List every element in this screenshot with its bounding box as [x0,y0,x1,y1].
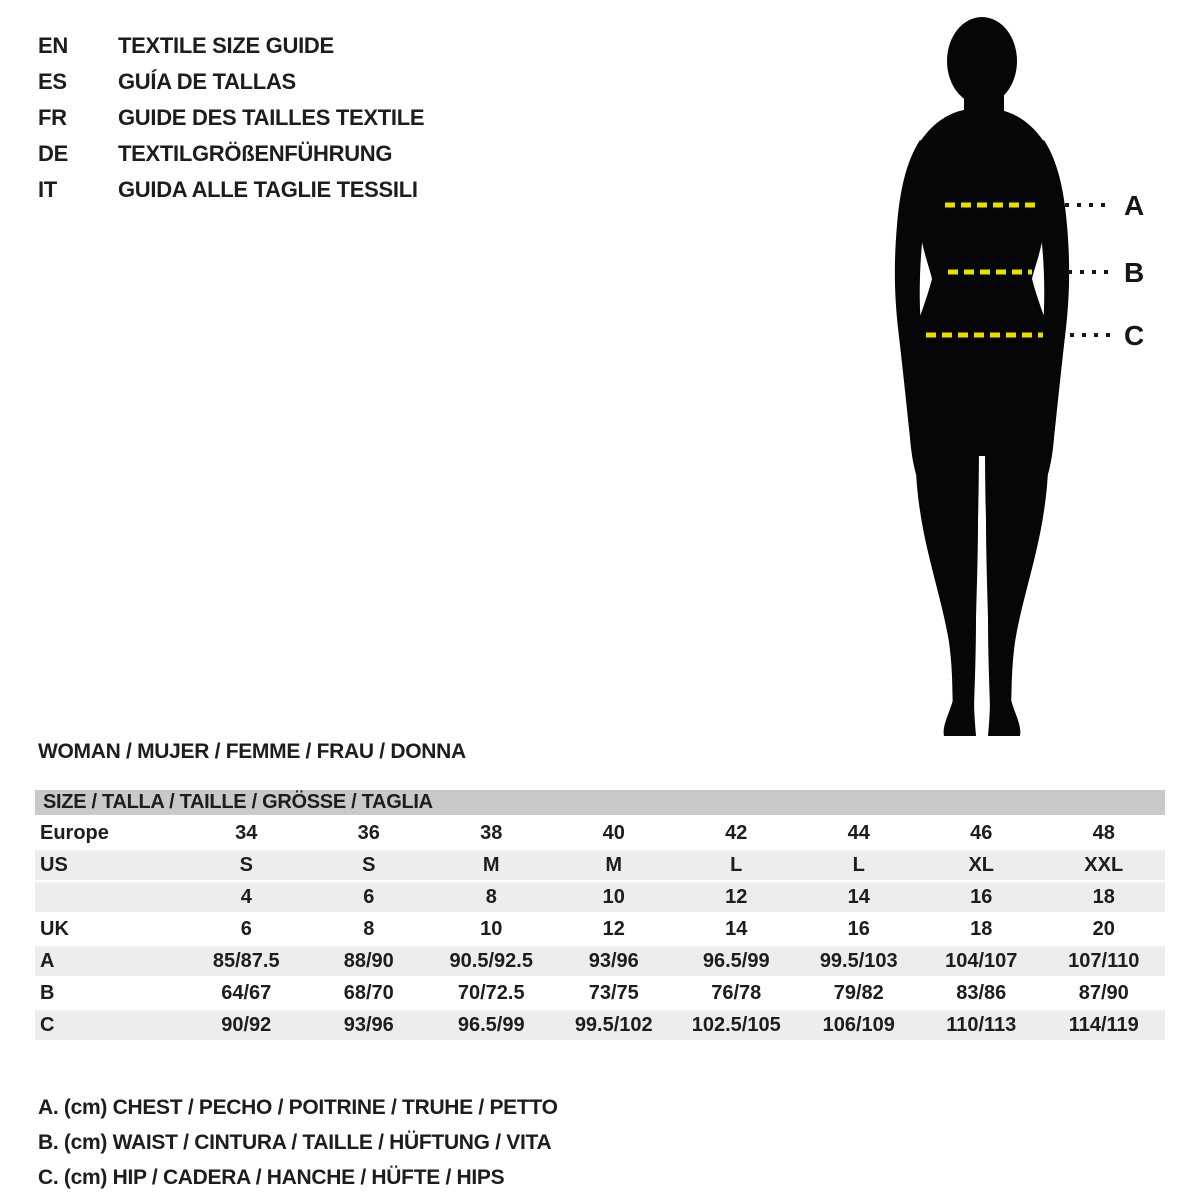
lang-code: DE [38,141,68,166]
table-row-chest [35,946,1165,976]
size-cell: 10 [480,918,503,940]
size-cell: 64/67 [221,982,272,1004]
size-cell: 106/109 [822,1014,895,1036]
lang-code: IT [38,177,57,202]
legend-hip: C. (cm) HIP / CADERA / HANCHE / HÜFTE / HIPS [38,1166,505,1189]
size-cell: L [730,854,743,876]
size-cell: 36 [357,822,380,844]
size-cell: 6 [363,886,375,908]
size-cell: S [362,854,376,876]
size-cell: 10 [602,886,625,908]
size-cell: 79/82 [833,982,884,1004]
lang-row-fr [38,100,424,136]
size-cell: 99.5/103 [819,950,898,972]
size-cell: 8 [363,918,375,940]
size-cell: 44 [847,822,870,844]
size-cell: 110/113 [946,1014,1017,1036]
lang-code: FR [38,105,67,130]
table-row-us [35,850,1165,880]
size-cell: 114/119 [1068,1014,1139,1036]
lang-title: GUIDA ALLE TAGLIE TESSILI [118,177,418,202]
row-label: UK [40,918,69,940]
size-cell: 96.5/99 [457,1014,525,1036]
size-cell: XL [968,854,995,876]
size-cell: 16 [970,886,993,908]
size-cell: S [239,854,253,876]
chest-label: A [1124,190,1145,221]
size-cell: 48 [1092,822,1115,844]
table-row-hip [35,1010,1165,1040]
size-cell: 46 [970,822,993,844]
lang-title: TEXTILE SIZE GUIDE [118,33,334,58]
size-cell: 12 [602,918,625,940]
size-cell: 88/90 [343,950,394,972]
size-cell: 12 [725,886,748,908]
size-cell: 42 [725,822,748,844]
size-cell: 4 [240,886,252,908]
language-title-list [38,28,424,208]
size-cell: 104/107 [945,950,1018,972]
left-leg-shape [916,420,979,706]
size-cell: 93/96 [343,1014,394,1036]
lang-row-en [38,28,424,64]
size-table-header: SIZE / TALLA / TAILLE / GRÖSSE / TAGLIA [35,790,1165,815]
row-label [35,882,185,912]
size-cell: 18 [970,918,993,940]
row-label: Europe [40,822,109,844]
size-cell: 38 [480,822,503,844]
right-foot-shape [988,700,1020,736]
size-cell: 14 [847,886,870,908]
size-cell: 96.5/99 [702,950,770,972]
size-cell: 34 [235,822,258,844]
row-label: C [40,1014,55,1036]
table-row-waist [35,978,1165,1008]
right-leg-shape [985,420,1048,706]
table-row-us-numeric [35,882,1165,912]
measurement-figure [850,0,1190,750]
size-cell: 16 [847,918,870,940]
legend-chest: A. (cm) CHEST / PECHO / POITRINE / TRUHE / PETTO [38,1096,558,1119]
size-cell: 90.5/92.5 [449,950,533,972]
left-foot-shape [944,700,976,736]
row-label: US [40,854,68,876]
row-label: B [40,982,55,1004]
lang-row-it [38,172,424,208]
size-cell: 102.5/105 [691,1014,781,1036]
lang-title: GUÍA DE TALLAS [118,69,296,94]
size-cell: L [852,854,865,876]
size-cell: 8 [485,886,497,908]
size-cell: XXL [1084,854,1124,876]
size-cell: 107/110 [1068,950,1140,972]
gender-section-title: WOMAN / MUJER / FEMME / FRAU / DONNA [38,740,466,763]
size-cell: 6 [240,918,252,940]
size-cell: 40 [602,822,625,844]
row-label: A [40,950,55,972]
size-cell: 85/87.5 [212,950,280,972]
legend-waist: B. (cm) WAIST / CINTURA / TAILLE / HÜFTUNG / VITA [38,1131,552,1154]
lang-title: TEXTILGRÖßENFÜHRUNG [118,141,393,166]
measurement-legend [38,1090,558,1195]
size-cell: 70/72.5 [457,982,525,1004]
size-cell: 87/90 [1078,982,1129,1004]
table-row-uk [35,914,1165,944]
size-cell: 93/96 [588,950,639,972]
size-cell: 90/92 [221,1014,272,1036]
lang-title: GUIDE DES TAILLES TEXTILE [118,105,425,130]
size-cell: 99.5/102 [574,1014,653,1036]
lang-code: ES [38,69,67,94]
size-cell: M [482,854,500,876]
table-row-europe [35,818,1165,848]
lang-row-es [38,64,424,100]
size-cell: 76/78 [711,982,762,1004]
size-cell: 14 [725,918,748,940]
size-cell: 18 [1092,886,1115,908]
size-cell: 73/75 [588,982,639,1004]
size-cell: 83/86 [956,982,1007,1004]
woman-silhouette-illustration [850,0,1190,750]
size-cell: M [605,854,623,876]
lang-row-de [38,136,424,172]
lang-code: EN [38,33,68,58]
size-cell: 20 [1092,918,1115,940]
size-cell: 68/70 [343,982,394,1004]
hip-label: C [1124,320,1145,351]
waist-label: B [1124,257,1145,288]
size-table [35,790,1165,1042]
